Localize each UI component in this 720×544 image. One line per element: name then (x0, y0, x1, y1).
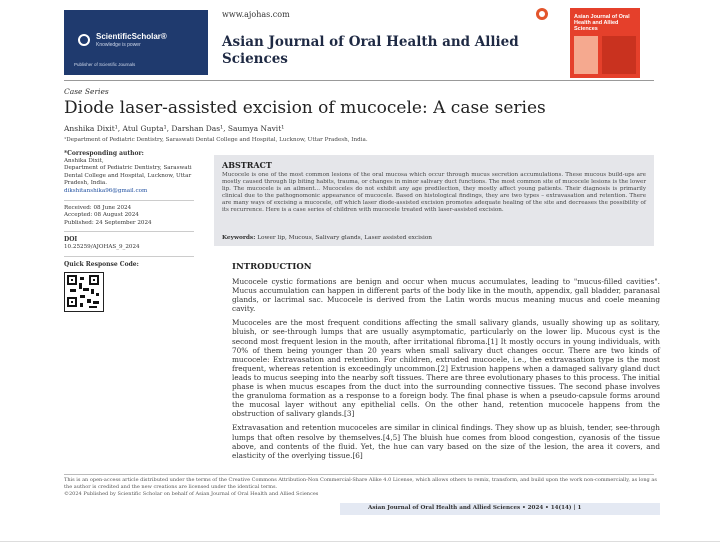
article-title: Diode laser-assisted excision of mucocele: A case series (64, 98, 546, 118)
body-paragraph: Mucoceles are the most frequent conditions affecting the small salivary glands, usually showing up as solitary, bluish, or see-through lumps that are usually asymptomatic, particularly on the lower lip. Mucous cyst is the second most frequent lesion in the mouth, after irritational fibroma.[1] It mostly occurs in young individuals, with 70% of them being younger than 20 years when small salivary duct changes occur. There are two kinds of mucocele: Extravasation and retention. For children, extruded mucocele, i.e., the extravasation type is the most frequent, whereas retention is exceedingly uncommon.[2] Extrusion happens when a damaged salivary gland duct leads to mucus seeping into the nearby soft tissues. There are three evolutionary phases to this process. The initial phase is when mucus escapes from the duct into the surrounding connective tissues. The second phase involves the granuloma formation as a response to a foreign body. The final phase is when a pseudo-capsule forms around the mucosal layer without any epithelial cells. On the other hand, retention mucocele happens from the obstruction of salivary glands.[3] (232, 318, 660, 419)
body-paragraph: Mucocele cystic formations are benign and occur when mucus accumulates, leading to "mucus-filled cavities". Mucus accumulation can happen in different parts of the body like in the mouth, appendix, gall bladder, paranasal glands, or lacrimal sac. Mucocele is derived from the Latin words mucus meaning mucus and coele meaning cavity. (232, 277, 660, 314)
license-text: This is an open-access article distributed under the terms of the Creative Commons Attribution-Non Commercial-Share Alike 4.0 License, which allows others to remix, transform, and build upon the work non-commercially, as long as the author is credited and the new creations are licensed under the identical terms. (64, 477, 657, 490)
article-type: Case Series (64, 87, 109, 96)
abstract-heading: ABSTRACT (222, 160, 272, 170)
accepted-date: Accepted: 08 August 2024 (64, 212, 139, 219)
publisher-banner (64, 10, 208, 75)
doi-label: DOI (64, 236, 78, 244)
corresponding-author-address: Department of Pediatric Dentistry, Saraswati Dental College and Hospital, Lucknow, Uttar Pradesh, India. (64, 165, 192, 187)
keywords-value: Lower lip, Mucous, Salivary glands, Laser assisted excision (257, 235, 433, 241)
journal-title: Asian Journal of Oral Health and Allied Sciences (222, 34, 519, 67)
divider (64, 231, 194, 232)
body-paragraph: Extravasation and retention mucoceles are similar in clinical findings. They show up as bluish, tender, see-through lumps that often resolve by themselves.[4,5] The bluish hue comes from blood congestion, cyanosis of the tissue above, and contents of the fluid. Yet, the hue can vary based on the size of the lesion, the area it covers, and elasticity of the overlying tissue.[6] (232, 423, 660, 460)
cover-graphic (602, 36, 636, 74)
corresponding-author-name: Anshika Dixit, (64, 157, 104, 164)
affiliation: ¹Department of Pediatric Dentistry, Saraswati Dental College and Hospital, Lucknow, Uttar Pradesh, India. (64, 137, 368, 143)
publisher-logo-icon (78, 34, 90, 46)
keywords (222, 235, 432, 241)
cover-graphic (574, 36, 598, 74)
article-sidebar (64, 150, 194, 312)
abstract-box (214, 155, 654, 246)
corresponding-author-email[interactable]: dikshitanshika96@gmail.com (64, 187, 148, 194)
journal-cover-thumbnail (570, 8, 640, 78)
open-access-icon (536, 8, 548, 20)
author-list: Anshika Dixit¹, Atul Gupta¹, Darshan Das¹, Saumya Navit¹ (64, 124, 285, 133)
keywords-label: Keywords: (222, 235, 256, 241)
doi-value[interactable]: 10.25259/AJOHAS_9_2024 (64, 243, 140, 250)
qr-code-image[interactable] (64, 272, 104, 312)
corresponding-author-label: *Corresponding author: (64, 150, 144, 157)
publisher-name: ScientificScholar® (96, 32, 167, 41)
cover-title: Asian Journal of Oral Health and Allied Sciences (574, 14, 630, 32)
divider (64, 474, 654, 475)
license-notice (64, 477, 660, 497)
introduction-heading: INTRODUCTION (232, 262, 312, 272)
abstract-text: Mucocele is one of the most common lesions of the oral mucosa which occur through mucus secretion accumulations. These mucous build-ups are mostly caused through lip biting habits, trauma, or changes in minor salivary duct functions. The most common site of mucocele lesions is the lower lip. The mucocele is an ailment... Mucoceles do not exhibit any age predilection, they mostly affect young patients. Their diagnosis is primarily clinical due to the pathognomonic appearance of mucocele. Based on histological findings, they are two types – extravasation and retention. There are many ways of excising a mucocele, off which laser diode-assisted excision promotes adequate healing of the site and decreases the possibility of its recurrence. Here is a case series of children with mucocele treated with laser-assisted excision. (222, 172, 646, 214)
divider (64, 256, 194, 257)
qr-code-label: Quick Response Code: (64, 260, 139, 268)
divider (0, 541, 720, 542)
received-date: Received: 08 June 2024 (64, 204, 132, 211)
journal-issue-line: Asian Journal of Oral Health and Allied Sciences • 2024 • 14(14) | 1 (368, 505, 582, 511)
article-body (232, 277, 660, 465)
footer-bar (340, 503, 660, 515)
publisher-tagline: Knowledge is power (96, 42, 141, 48)
journal-website-link[interactable]: www.ajohas.com (222, 10, 290, 19)
published-date: Published: 24 September 2024 (64, 219, 152, 226)
divider (64, 80, 654, 81)
copyright-text: ©2024 Published by Scientific Scholar on behalf of Asian Journal of Oral Health and Allied Sciences (64, 490, 319, 497)
publisher-subtitle: Publisher of Scientific Journals (74, 62, 136, 67)
divider (64, 200, 194, 201)
